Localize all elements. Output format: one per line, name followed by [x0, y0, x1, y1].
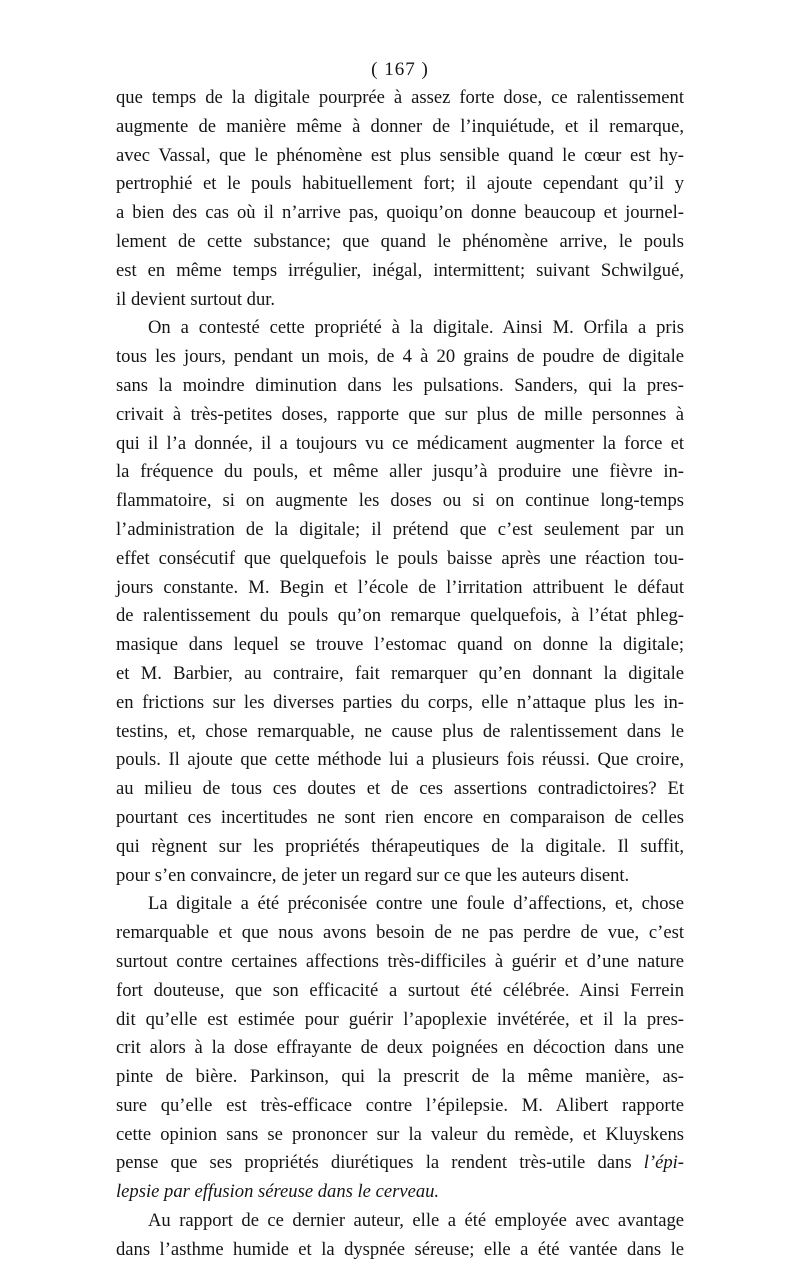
text-line: jours constante. M. Begin et l’école de l’irritation attribuent le défaut	[116, 576, 684, 598]
text-line: On a contesté cette propriété à la digitale. Ainsi M. Orfila a pris	[148, 317, 684, 339]
text-line: crit alors à la dose effrayante de deux poignées en décoction dans une	[116, 1037, 684, 1059]
text-line: au milieu de tous ces doutes et de ces assertions contradictoires? Et	[116, 778, 684, 800]
paragraph	[116, 1207, 684, 1265]
text-line: Au rapport de ce dernier auteur, elle a été employée avec avantage	[148, 1210, 684, 1232]
text-line	[116, 1149, 684, 1178]
paragraph	[116, 890, 684, 1207]
text-line: avec Vassal, que le phénomène est plus sensible quand le cœur est hy-	[116, 144, 684, 166]
text-line: de ralentissement du pouls qu’on remarque quelquefois, à l’état phleg-	[116, 605, 684, 627]
italic-segment: l’épi-	[643, 1152, 684, 1174]
text-line: dit qu’elle est estimée pour guérir l’apoplexie invétérée, et il la pres-	[116, 1008, 684, 1030]
text-line: pourtant ces incertitudes ne sont rien encore en comparaison de celles	[116, 806, 684, 828]
text-line: augmente de manière même à donner de l’inquiétude, et il remarque,	[116, 115, 684, 137]
text-line: l’administration de la digitale; il prétend que c’est seulement par un	[116, 518, 684, 540]
text-line: lement de cette substance; que quand le phénomène arrive, le pouls	[116, 230, 684, 252]
text-line: sans la moindre diminution dans les pulsations. Sanders, qui la pres-	[116, 374, 684, 396]
text-segment: pense que ses propriétés diurétiques la rendent très-utile dans	[116, 1152, 644, 1174]
text-line: et M. Barbier, au contraire, fait remarquer qu’en donnant la digitale	[116, 662, 684, 684]
text-line: masique dans lequel se trouve l’estomac quand on donne la digitale;	[116, 634, 684, 656]
text-line: qui règnent sur les propriétés thérapeutiques de la digitale. Il suffit,	[116, 835, 684, 857]
text-line: La digitale a été préconisée contre une foule d’affections, et, chose	[148, 893, 684, 915]
text-line: tous les jours, pendant un mois, de 4 à 20 grains de poudre de digitale	[116, 346, 684, 368]
body-text	[116, 84, 684, 1265]
text-line: cette opinion sans se prononcer sur la valeur du remède, et Kluyskens	[116, 1123, 684, 1145]
text-line: testins, et, chose remarquable, ne cause plus de ralentissement dans le	[116, 720, 684, 742]
text-line: qui il l’a donnée, il a toujours vu ce médicament augmenter la force et	[116, 432, 684, 454]
italic-segment: lepsie par effusion séreuse dans le cerveau.	[116, 1181, 440, 1203]
text-line: surtout contre certaines affections très-difficiles à guérir et d’une nature	[116, 950, 684, 972]
text-line: est en même temps irrégulier, inégal, intermittent; suivant Schwilgué,	[116, 259, 684, 281]
text-line: fort douteuse, que son efficacité a surtout été célébrée. Ainsi Ferrein	[116, 979, 684, 1001]
text-line: sure qu’elle est très-efficace contre l’épilepsie. M. Alibert rapporte	[116, 1094, 684, 1116]
paragraph	[116, 84, 684, 314]
text-line: pour s’en convaincre, de jeter un regard sur ce que les auteurs disent.	[116, 864, 630, 886]
text-line: pouls. Il ajoute que cette méthode lui a plusieurs fois réussi. Que croire,	[116, 749, 684, 771]
text-line: flammatoire, si on augmente les doses ou si on continue long-temps	[116, 490, 684, 512]
paragraph	[116, 314, 684, 890]
page-number: ( 167 )	[371, 59, 429, 80]
text-line: il devient surtout dur.	[116, 288, 276, 310]
text-line: remarquable et que nous avons besoin de ne pas perdre de vue, c’est	[116, 922, 684, 944]
text-line: en frictions sur les diverses parties du corps, elle n’attaque plus les in-	[116, 691, 684, 713]
text-line: la fréquence du pouls, et même aller jusqu’à produire une fièvre in-	[116, 461, 684, 483]
text-line: crivait à très-petites doses, rapporte que sur plus de mille personnes à	[116, 403, 684, 425]
text-line	[116, 1178, 684, 1207]
text-line: pertrophié et le pouls habituellement fort; il ajoute cependant qu’il y	[116, 173, 684, 195]
text-line: pinte de bière. Parkinson, qui la prescrit de la même manière, as-	[116, 1066, 684, 1088]
text-line: a bien des cas où il n’arrive pas, quoiqu’on donne beaucoup et journel-	[116, 202, 684, 224]
text-line: que temps de la digitale pourprée à assez forte dose, ce ralentissement	[116, 87, 684, 108]
text-line: dans l’asthme humide et la dyspnée séreuse; elle a été vantée dans le	[116, 1238, 684, 1260]
text-line: effet consécutif que quelquefois le pouls baisse après une réaction tou-	[116, 547, 684, 569]
